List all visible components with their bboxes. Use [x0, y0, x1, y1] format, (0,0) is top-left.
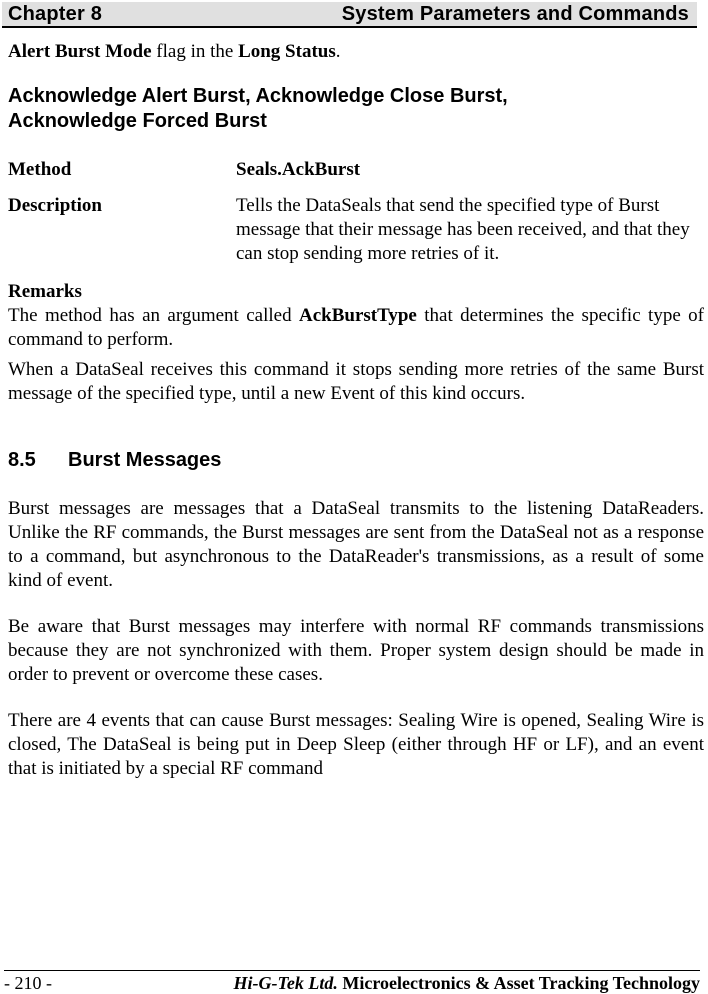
- description-label: Description: [8, 195, 102, 216]
- company-tagline: Microelectronics & Asset Tracking Technology: [337, 973, 700, 993]
- remarks-p1-argument: AckBurstType: [298, 305, 417, 326]
- intro-line: [8, 40, 704, 64]
- method-definition-table: [8, 158, 704, 266]
- company-name: Hi-G-Tek Ltd.: [233, 973, 338, 993]
- page-content: [8, 40, 704, 781]
- page-footer: [4, 970, 700, 994]
- section-heading: [8, 448, 704, 473]
- footer-company: [234, 973, 700, 993]
- chapter-label: Chapter 8: [8, 2, 103, 25]
- chapter-title: System Parameters and Commands: [341, 2, 689, 25]
- description-value: Tells the DataSeals that send the specified type of Burst message that their message has been received, and that they can stop sending more retries of it.: [236, 195, 690, 264]
- page-header: [2, 2, 697, 28]
- body-paragraph-1: Burst messages are messages that a DataSeal transmits to the listening DataReaders. Unlike the RF commands, the Burst messages are sent from the DataSeal not as a response to a command, but asynchronous to the DataReader's transmissions, as a result of some kind of event.: [8, 498, 704, 591]
- remarks-paragraph-2: When a DataSeal receives this command it stops sending more retries of the same Burst message of the specified type, until a new Event of this kind occurs.: [8, 359, 704, 404]
- intro-bold-1: Alert Burst Mode: [8, 41, 152, 62]
- body-paragraph-3: There are 4 events that can cause Burst messages: Sealing Wire is opened, Sealing Wire is closed, The DataSeal is being put in Deep Sleep (either through HF or LF), and an event that is initiated by a special RF command: [8, 710, 704, 779]
- method-label: Method: [8, 159, 72, 180]
- intro-bold-2: Long Status: [238, 41, 336, 62]
- page-number: - 210 -: [4, 973, 52, 993]
- section-number: 8.5: [8, 449, 36, 471]
- intro-text-1: flag in the: [151, 41, 239, 62]
- remarks-p1-text-a: The method has an argument called: [8, 305, 299, 326]
- remarks-label: Remarks: [8, 281, 82, 302]
- section-title: Burst Messages: [68, 449, 222, 471]
- subsection-title-line-1: Acknowledge Alert Burst, Acknowledge Close Burst,: [8, 85, 508, 107]
- remarks-paragraph-1: [8, 304, 704, 352]
- method-value: Seals.AckBurst: [236, 159, 361, 180]
- subsection-title-line-2: Acknowledge Forced Burst: [8, 110, 267, 132]
- description-row: [8, 194, 704, 266]
- remarks-p1-text-b: that determines the specific type of command to perform.: [8, 305, 704, 350]
- subsection-title: [8, 84, 704, 134]
- body-paragraph-2: Be aware that Burst messages may interfere with normal RF commands transmissions because they are not synchronized with them. Proper system design should be made in order to prevent or overcome these cases.: [8, 616, 704, 685]
- method-row: [8, 158, 704, 194]
- intro-text-2: .: [335, 41, 341, 62]
